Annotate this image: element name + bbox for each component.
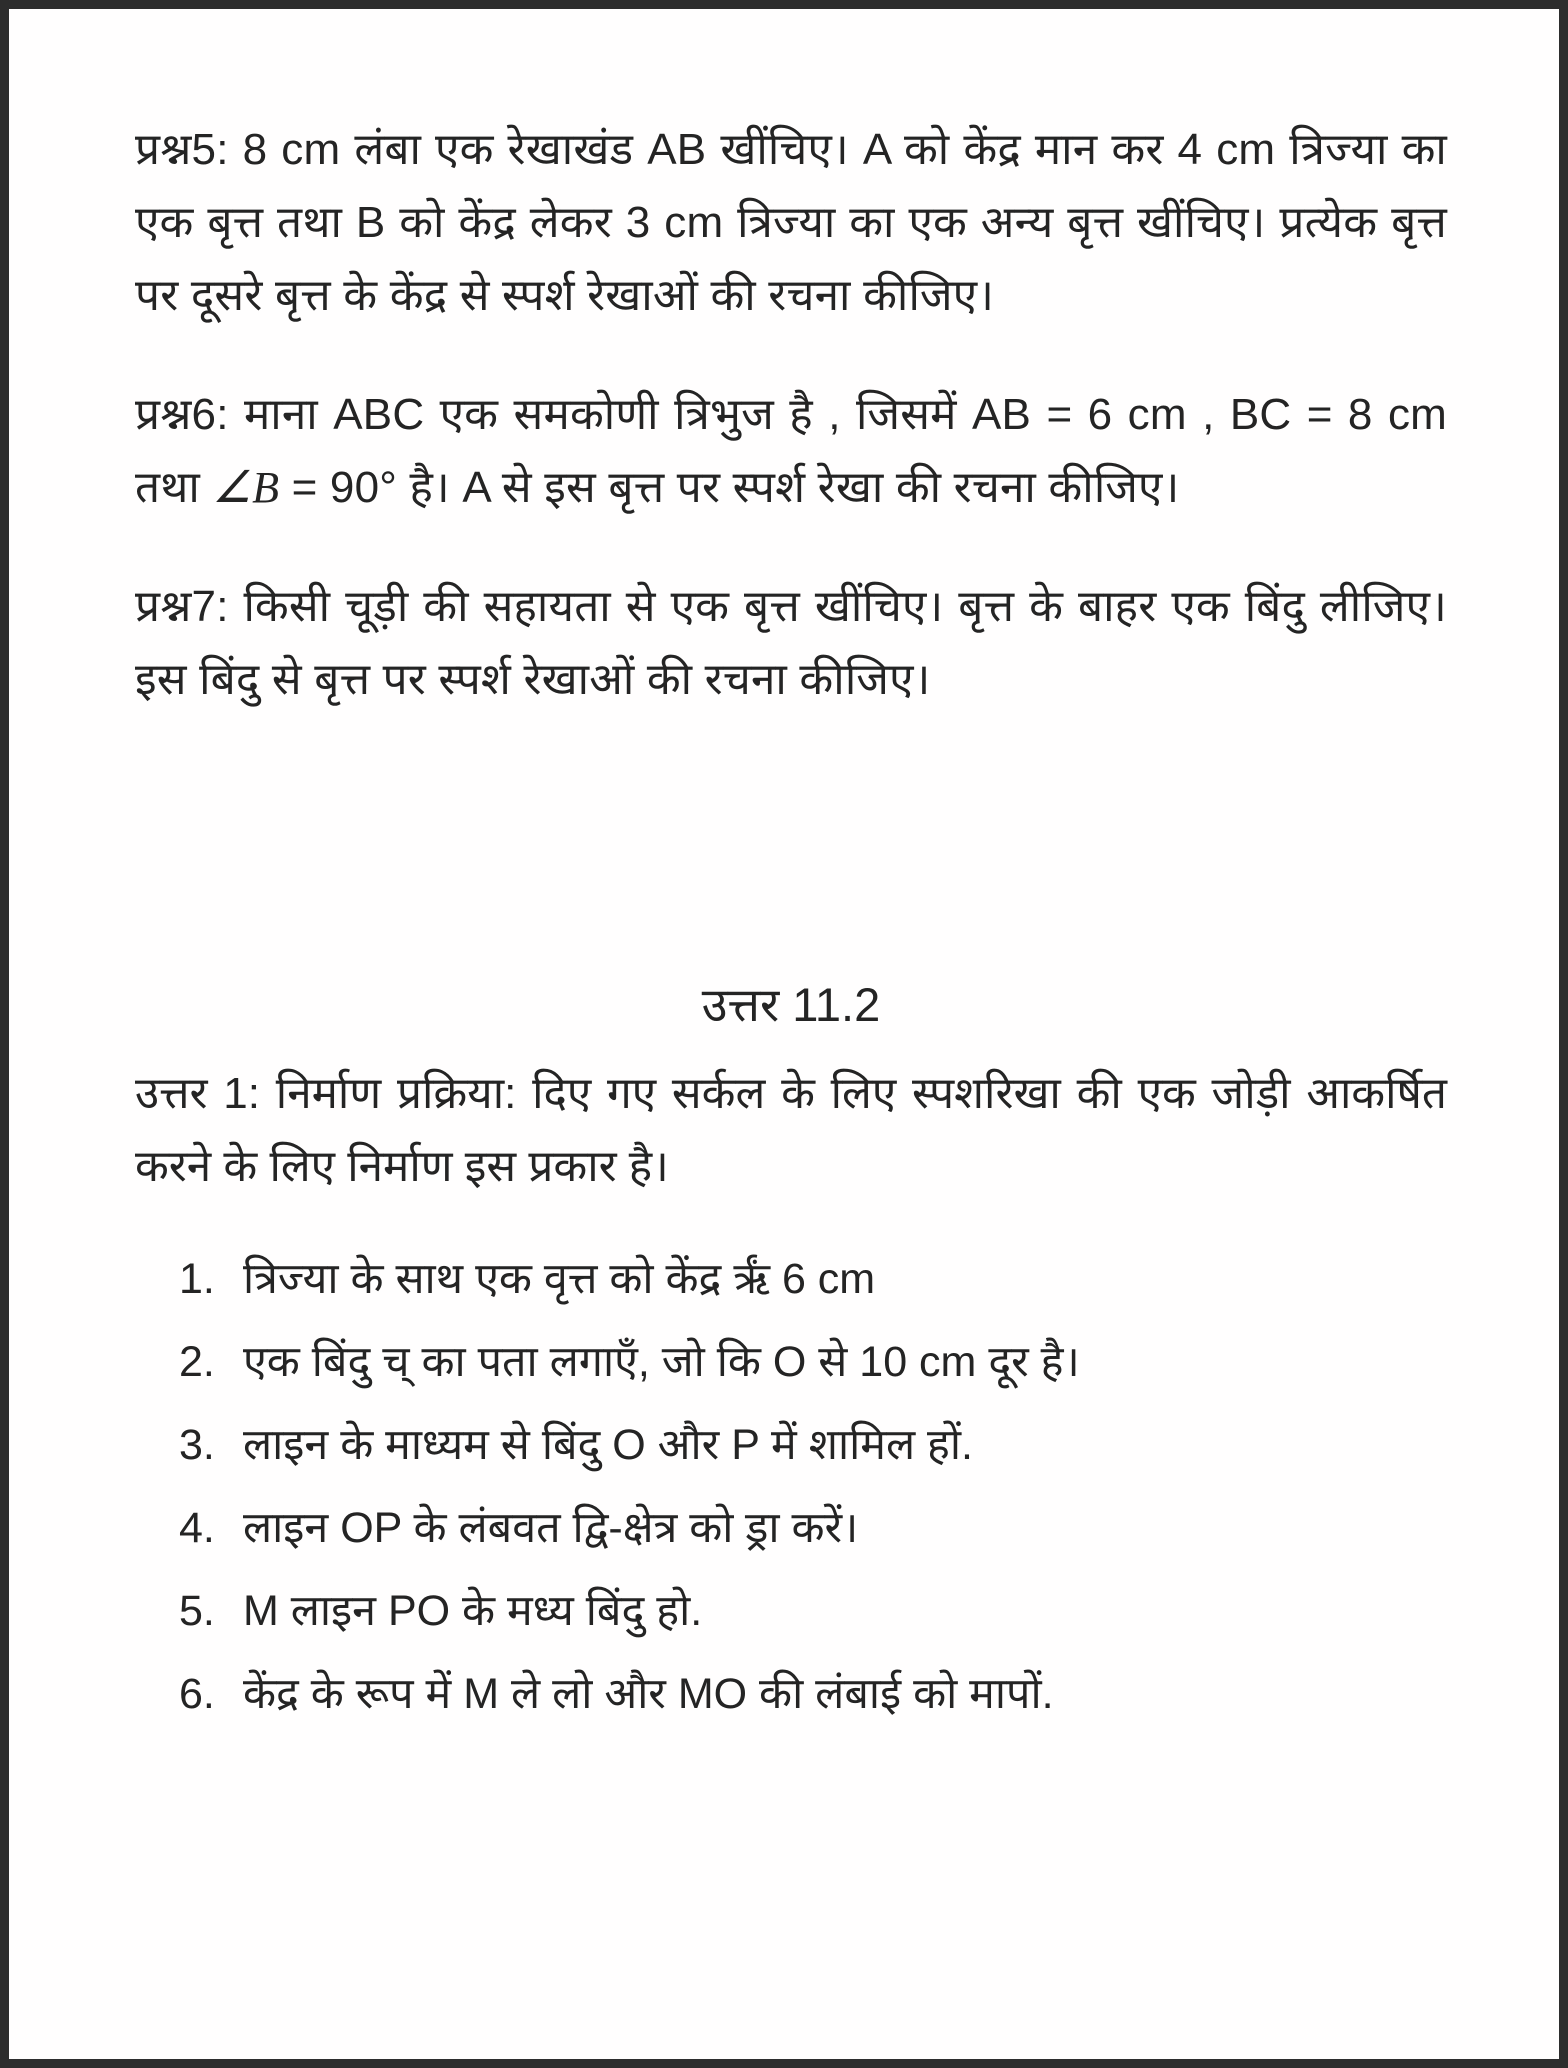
construction-step-5	[179, 1575, 1447, 1648]
construction-step-4	[179, 1492, 1447, 1565]
step-text: लाइन के माध्यम से बिंदु O और P में शामिल हों.	[243, 1421, 973, 1469]
step-number: 6.	[179, 1670, 215, 1718]
question-6-paragraph	[135, 378, 1447, 524]
answer-1-intro-paragraph: उत्तर 1: निर्माण प्रक्रिया: दिए गए सर्कल के लिए स्पशरिखा की एक जोड़ी आकर्षित करने के लिए निर्माण इस प्रकार है।	[135, 1069, 1447, 1191]
step-number: 5.	[179, 1587, 215, 1635]
construction-steps-list	[135, 1243, 1447, 1731]
step-number: 2.	[179, 1338, 215, 1386]
document-content	[9, 9, 1559, 1731]
answers-section-heading: उत्तर 11.2	[701, 978, 881, 1031]
construction-step-3	[179, 1409, 1447, 1482]
step-number: 4.	[179, 1504, 215, 1552]
question-7-paragraph: प्रश्न7: किसी चूड़ी की सहायता से एक बृत्त खींचिए। बृत्त के बाहर एक बिंदु लीजिए। इस बिंदु से बृत्त पर स्पर्श रेखाओं की रचना कीजिए।	[135, 582, 1447, 704]
step-text: केंद्र के रूप में M ले लो और MO की लंबाई को मापों.	[243, 1670, 1054, 1718]
step-text: त्रिज्या के साथ एक वृत्त को केंद्र रृं 6 cm	[243, 1255, 876, 1303]
question-6-text-pre: प्रश्न6: माना ABC एक समकोणी त्रिभुज है , जिसमें AB = 6 cm , BC = 8 cm तथा	[135, 390, 1447, 512]
question-6-text-post: = 90° है। A से इस बृत्त पर स्पर्श रेखा की रचना कीजिए।	[279, 463, 1180, 512]
step-text: लाइन OP के लंबवत द्वि-क्षेत्र को ड्रा करें।	[243, 1504, 859, 1552]
construction-step-2	[179, 1326, 1447, 1399]
question-5-paragraph: प्रश्न5: 8 cm लंबा एक रेखाखंड AB खींचिए। A को केंद्र मान कर 4 cm त्रिज्या का एक बृत्त तथा B को केंद्र लेकर 3 cm त्रिज्या का एक अन्य बृत्त खींचिए। प्रत्येक बृत्त पर दूसरे बृत्त के केंद्र से स्पर्श रेखाओं की रचना कीजिए।	[135, 125, 1447, 320]
step-text: M लाइन PO के मध्य बिंदु हो.	[243, 1587, 703, 1635]
step-number: 1.	[179, 1255, 215, 1303]
step-text: एक बिंदु च् का पता लगाएँ, जो कि O से 10 cm दूर है।	[243, 1338, 1080, 1386]
angle-b-symbol: ∠B	[212, 463, 280, 512]
step-number: 3.	[179, 1421, 215, 1469]
construction-step-1	[179, 1243, 1447, 1316]
construction-step-6	[179, 1658, 1447, 1731]
